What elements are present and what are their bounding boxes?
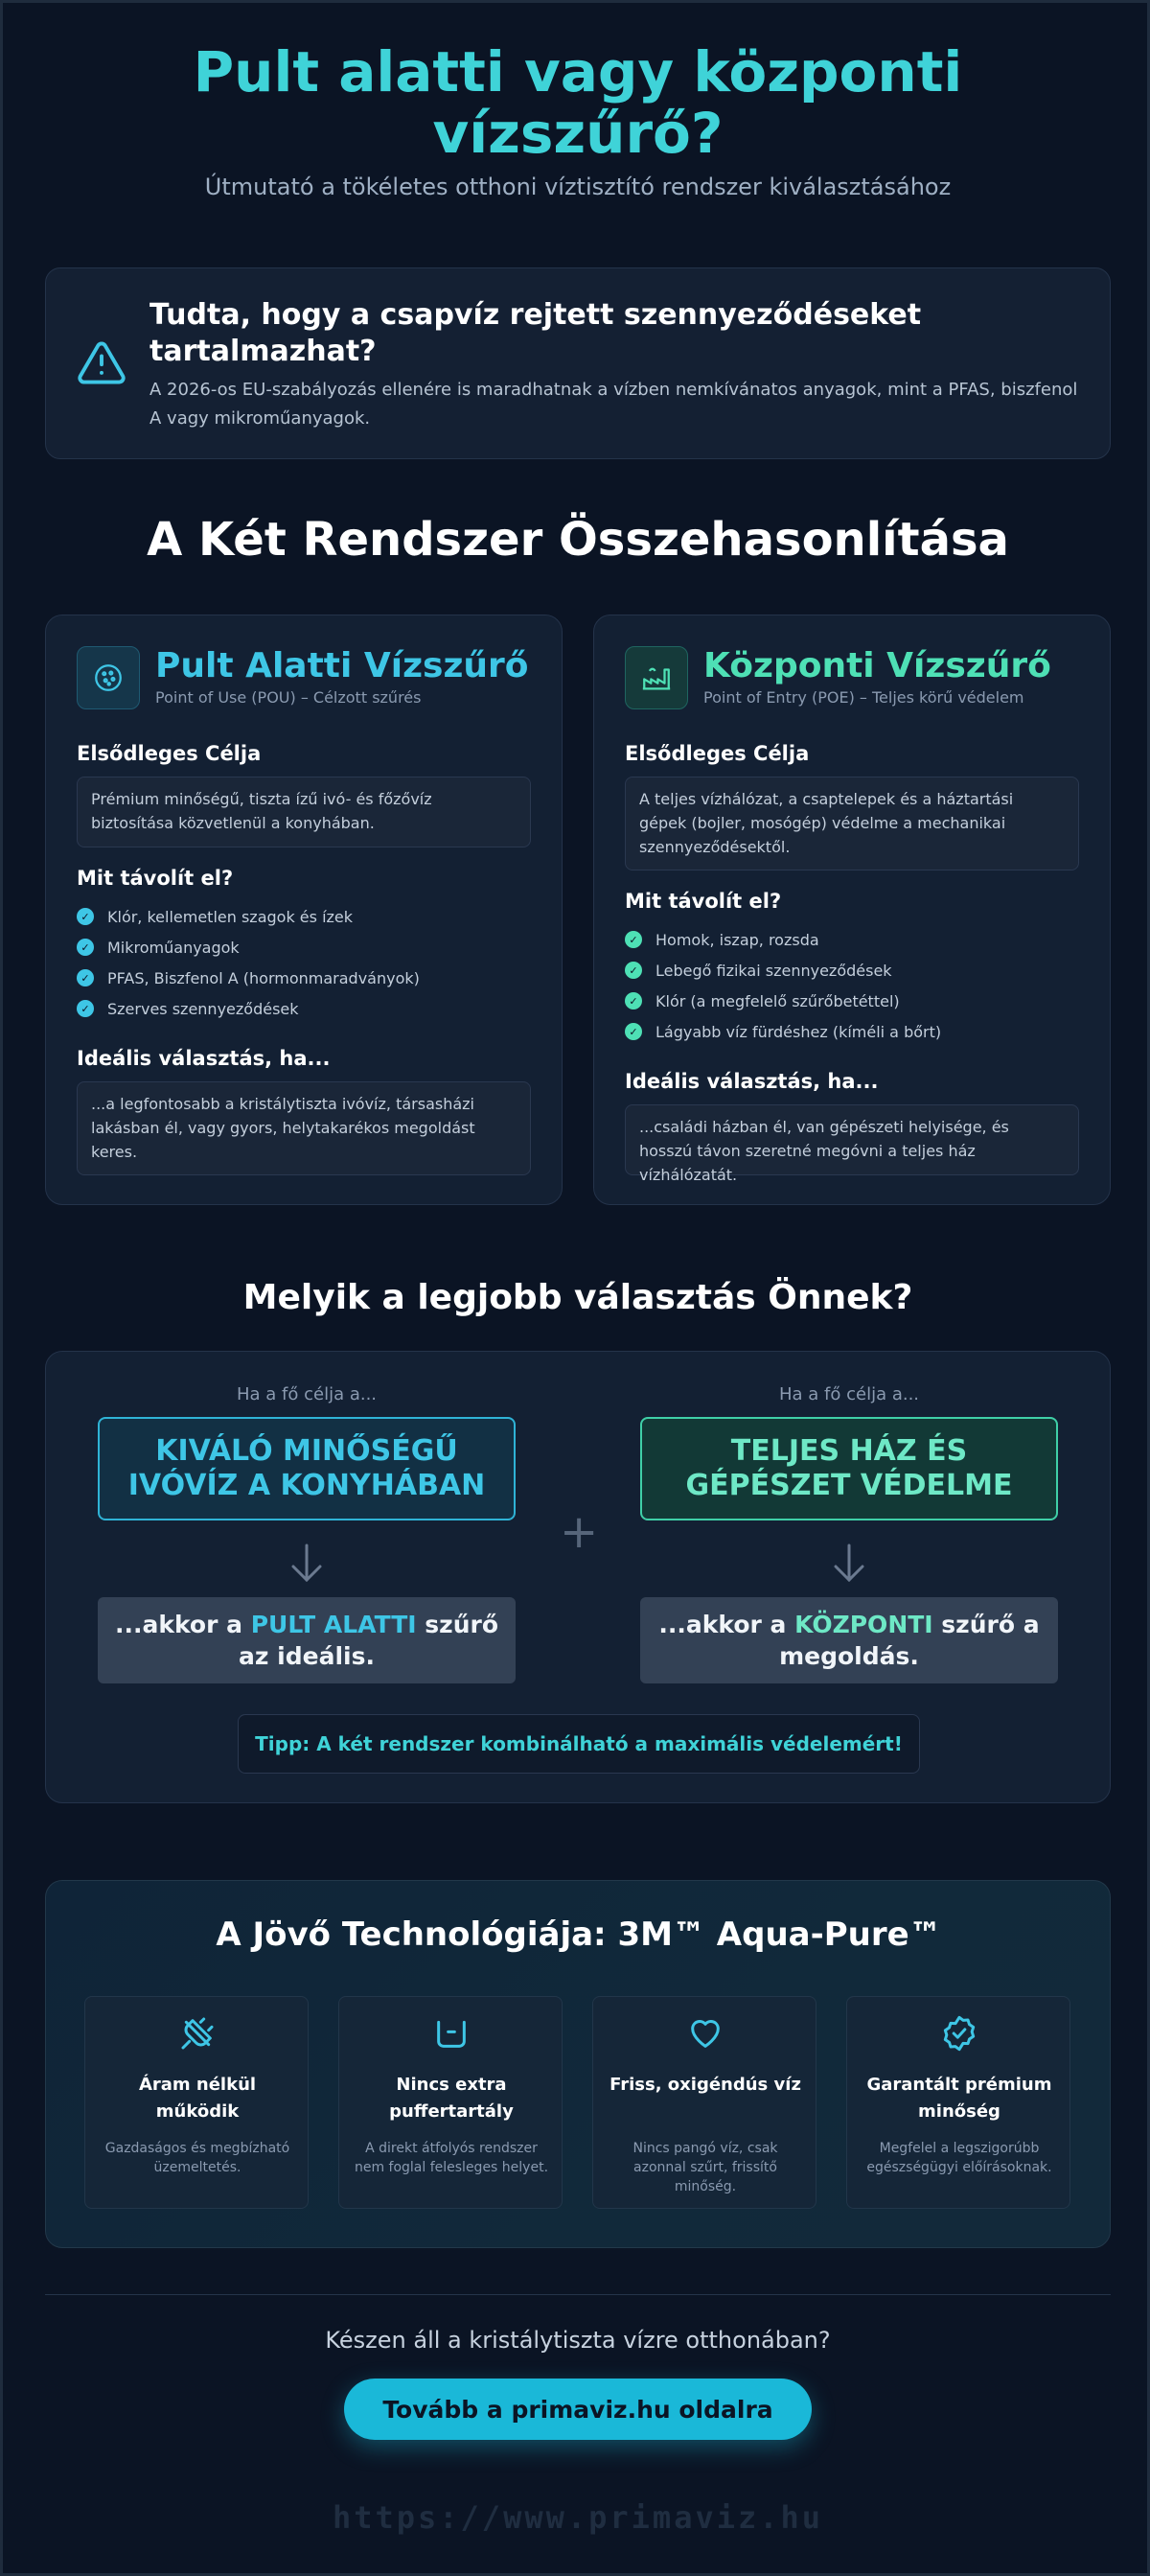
goal-whole-house: TELJES HÁZ ÉS GÉPÉSZET VÉDELME [640, 1417, 1058, 1520]
card-under-sink-filter [45, 615, 563, 1205]
result-under-sink: ...akkor a PULT ALATTI szűrő az ideális. [98, 1597, 516, 1683]
arrow-down-icon [640, 1542, 1058, 1586]
plus-icon: + [560, 1505, 599, 1559]
heart-icon [686, 2014, 724, 2053]
feature-card [338, 1996, 563, 2209]
ideal-label: Ideális választás, ha... [77, 1047, 331, 1070]
card-title: Központi Vízszűrő [703, 646, 1051, 685]
card-title: Pult Alatti Vízszűrő [155, 646, 529, 685]
removes-label: Mit távolít el? [625, 890, 782, 913]
cta-question: Készen áll a kristálytiszta vízre otthonában? [325, 2327, 831, 2354]
divider [45, 2294, 1111, 2295]
goal-prefix: Ha a fő célja a... [778, 1384, 920, 1404]
purpose-box: Prémium minőségű, tiszta ízű ivó- és főzővíz biztosítása közvetlenül a konyhában. [77, 777, 531, 847]
feature-text: Nincs pangó víz, csak azonnal szűrt, frissítő minőség. [632, 2141, 778, 2194]
page-subtitle: Útmutató a tökéletes otthoni víztisztító rendszer kiválasztásához [204, 174, 952, 200]
list-item: ✓ Mikroműanyagok [77, 932, 531, 963]
tip-box: Tipp: A két rendszer kombinálható a maximális védelemért! [238, 1714, 920, 1774]
list-item: ✓ Klór (a megfelelő szűrőbetéttel) [625, 986, 1079, 1016]
card-central-filter [593, 615, 1111, 1205]
removes-label: Mit távolít el? [77, 867, 234, 890]
feature-card [592, 1996, 816, 2209]
technology-title: A Jövő Technológiája: 3M™ Aqua-Pure™ [216, 1915, 942, 1954]
check-icon: ✓ [625, 992, 642, 1010]
feature-title: Friss, oxigéndús víz [610, 2075, 801, 2095]
factory-icon [640, 661, 673, 694]
feature-text: Gazdaságos és megbízható üzemeltetés. [104, 2141, 290, 2175]
check-icon: ✓ [625, 1023, 642, 1040]
list-item: ✓ Lágyabb víz fürdéshez (kíméli a bőrt) [625, 1016, 1079, 1047]
technology-panel [45, 1880, 1111, 2248]
check-icon: ✓ [77, 969, 94, 986]
feature-title: Garantált prémium minőség [866, 2075, 1052, 2122]
footer-url: https://www.primaviz.hu [332, 2499, 824, 2536]
list-item: ✓ Homok, iszap, rozsda [625, 924, 1079, 955]
check-icon: ✓ [77, 908, 94, 925]
list-item: ✓ Szerves szennyeződések [77, 993, 531, 1024]
card-subtitle: Point of Entry (POE) – Teljes körű védelem [703, 688, 1024, 707]
page-title: Pult alatti vagy központi vízszűrő? [193, 39, 963, 166]
check-icon: ✓ [77, 1000, 94, 1017]
verified-badge-icon [940, 2014, 978, 2053]
cta-button[interactable]: Tovább a primaviz.hu oldalra [344, 2379, 812, 2440]
removes-list [77, 901, 531, 1024]
card-icon-box [625, 646, 688, 709]
feature-title: Áram nélkül működik [138, 2075, 257, 2122]
decision-title: Melyik a legjobb választás Önnek? [242, 1278, 913, 1317]
alert-text: A 2026-os EU-szabályozás ellenére is maradhatnak a vízben nemkívánatos anyagok, mint a PFAS, biszfenol A vagy mikroműanyagok. [150, 380, 1078, 429]
list-item: ✓ PFAS, Biszfenol A (hormonmaradványok) [77, 963, 531, 993]
purpose-box: A teljes vízhálózat, a csaptelepek és a háztartási gépek (bojler, mosógép) védelme a mechanikai szennyeződésektől. [625, 777, 1079, 870]
tank-icon [432, 2014, 471, 2053]
list-item: ✓ Lebegő fizikai szennyeződések [625, 955, 1079, 986]
arrow-down-icon [98, 1542, 516, 1586]
goal-drinking-water: KIVÁLÓ MINŐSÉGŰ IVÓVÍZ A KONYHÁBAN [98, 1417, 516, 1520]
check-icon: ✓ [77, 939, 94, 956]
result-central: ...akkor a KÖZPONTI szűrő a megoldás. [640, 1597, 1058, 1683]
warning-icon [77, 337, 126, 387]
list-item: ✓ Klór, kellemetlen szagok és ízek [77, 901, 531, 932]
removes-list [625, 924, 1079, 1047]
card-subtitle: Point of Use (POU) – Célzott szűrés [155, 688, 422, 707]
check-icon: ✓ [625, 931, 642, 948]
plug-off-icon [178, 2014, 217, 2053]
comparison-title: A Két Rendszer Összehasonlítása [147, 513, 1009, 567]
ideal-box: ...a legfontosabb a kristálytiszta ivóvíz, társasházi lakásban él, vagy gyors, helytakarékos megoldást keres. [77, 1081, 531, 1175]
feature-text: A direkt átfolyós rendszer nem foglal felesleges helyet. [354, 2141, 549, 2175]
feature-text: Megfelel a legszigorúbb egészségügyi előírásoknak. [866, 2141, 1052, 2175]
ideal-box: ...családi házban él, van gépészeti helyisége, és hosszú távon szeretné megóvni a teljes ház vízhálózatát. [625, 1104, 1079, 1175]
card-icon-box [77, 646, 140, 709]
purpose-label: Elsődleges Célja [77, 742, 262, 765]
feature-card [84, 1996, 309, 2209]
feature-card [846, 1996, 1070, 2209]
feature-title: Nincs extra puffertartály [389, 2075, 514, 2122]
goal-prefix: Ha a fő célja a... [236, 1384, 378, 1404]
check-icon: ✓ [625, 962, 642, 979]
filter-icon [92, 661, 125, 694]
decision-panel [45, 1351, 1111, 1803]
purpose-label: Elsődleges Célja [625, 742, 810, 765]
alert-title: Tudta, hogy a csapvíz rejtett szennyeződéseket tartalmazhat? [150, 298, 922, 368]
info-alert [45, 267, 1111, 459]
ideal-label: Ideális választás, ha... [625, 1070, 879, 1093]
